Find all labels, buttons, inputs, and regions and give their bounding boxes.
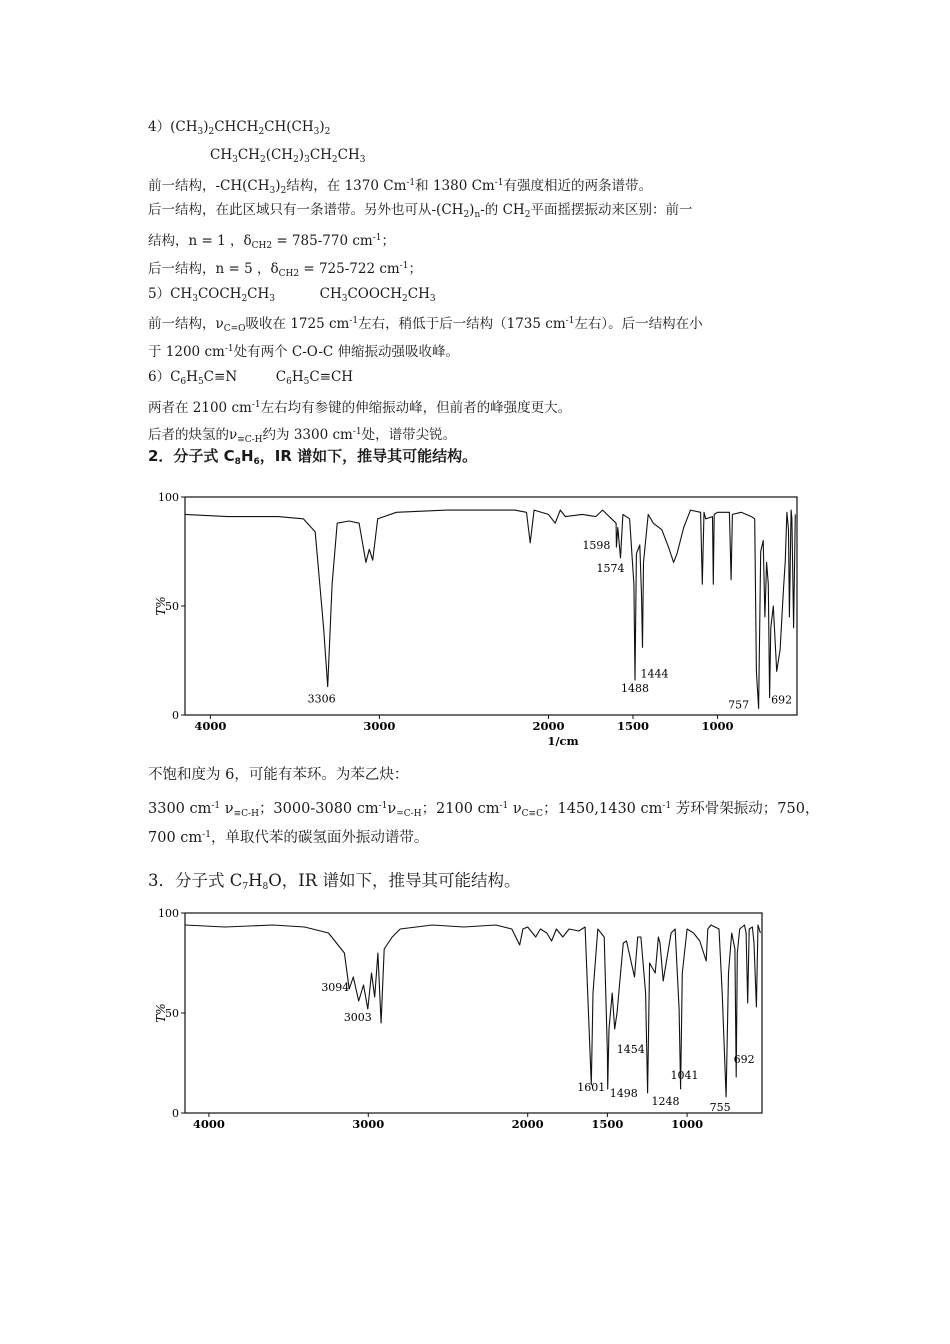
- spec1-x-tick-label: 3000: [363, 719, 396, 733]
- spec1-y-tick-label: 100: [158, 491, 179, 504]
- q2-answer-line-3: 700 $cm^{-1}$，单取代苯的碳氢面外振动谱带。: [148, 830, 429, 846]
- spec2-peak-label: 692: [733, 1053, 755, 1066]
- spec1-peak-label: 1574: [596, 562, 625, 576]
- spec2-y-tick-label: 100: [158, 907, 179, 920]
- spec1-y-tick-label: 50: [165, 600, 179, 613]
- spec1-x-tick-label: 1000: [701, 719, 734, 733]
- spec1-y-axis-label: T%: [154, 596, 168, 616]
- q6-text-line-2: 后者的炔氢的$\nu_{\equiv C-H}$约为 3300 $cm^{-1}$处，谱带尖锐。: [148, 427, 457, 445]
- q6-heading: $6)C_6H_5C\equiv N$ $C_6H_5C\equiv CH$: [148, 369, 354, 387]
- spec2-peak-label: 1041: [670, 1069, 699, 1082]
- spec1-x-axis-label: 1/cm: [547, 734, 579, 748]
- q2-title: 2．分子式 $C_8H_6$，IR 谱如下，推导其可能结构。: [148, 447, 478, 467]
- spec1-x-tick-label: 1500: [617, 719, 650, 733]
- spec2-y-axis-label: T%: [154, 1003, 168, 1023]
- spec2-y-tick-label: 50: [165, 1007, 179, 1020]
- spec1-peak-label: 757: [728, 698, 750, 712]
- q4-text-line-3: 结构，n = 1 ，$\delta_{CH2} = 785-770$ $cm^{-1}$；: [148, 233, 396, 251]
- q2-answer-line-1: 不饱和度为 6，可能有苯环。为苯乙炔：: [148, 767, 409, 783]
- q4-text-line-4: 后一结构，n = 5 ，$\delta_{CH2} = 725-722$ $cm^{-1}$；: [148, 261, 423, 279]
- spec1-peak-label: 1488: [621, 682, 650, 696]
- spec1-peak-label: 1444: [640, 667, 669, 681]
- q4-text-line-1: 前一结构，$-CH(CH_3)_2$结构，在 1370 $Cm^{-1}$和 1380 $Cm^{-1}$有强度相近的两条谱带。: [148, 178, 653, 196]
- q3-title: 3．分子式 $C_7H_8O$，IR 谱如下，推导其可能结构。: [148, 871, 521, 892]
- spec1-x-tick-label: 4000: [194, 719, 227, 733]
- spec2-peak-label: 1248: [651, 1095, 680, 1108]
- spec2-x-tick-label: 1000: [671, 1117, 704, 1131]
- q2-answer-line-2: 3300 $cm^{-1}$ $\nu_{\equiv C-H}$；3000-3080 $cm^{-1}\nu_{=C-H}$；2100 $cm^{-1}$ $\nu_{C\equiv C}$；1450,1430 $cm^{-1}$ 芳环骨架振动；750，: [148, 801, 820, 819]
- spec2-peak-label: 755: [709, 1101, 731, 1114]
- spec2-peak-label: 3094: [321, 981, 350, 994]
- spec1-y-tick-label: 0: [172, 709, 179, 722]
- q6-text-line-1: 两者在 2100 $cm^{-1}$左右均有参键的伸缩振动峰，但前者的峰强度更大。: [148, 400, 572, 416]
- spec2-x-tick-label: 2000: [511, 1117, 544, 1131]
- q4-text-line-2: 后一结构，在此区域只有一条谱带。另外也可从$-(CH_2)_n-$的 $CH_2$平面摇摆振动来区别：前一: [148, 202, 693, 220]
- spec1-peak-label: 1598: [582, 539, 611, 553]
- q5-text-line-2: 于 1200 $cm^{-1}$处有两个 C-O-C 伸缩振动强吸收峰。: [148, 344, 460, 360]
- spec1-peak-label: 3306: [307, 692, 336, 706]
- spec2-x-tick-label: 4000: [192, 1117, 225, 1131]
- spec2-x-tick-label: 1500: [591, 1117, 624, 1131]
- q5-heading: $5)CH_3COCH_2CH_3$ $CH_3COOCH_2CH_3$: [148, 286, 436, 304]
- q5-text-line-1: 前一结构，$\nu_{C=O}$吸收在 1725 $cm^{-1}$左右，稍低于后一结构（1735 $cm^{-1}$左右）。后一结构在小: [148, 316, 703, 334]
- spec2-y-tick-label: 0: [172, 1107, 179, 1120]
- q4-formula-2: $CH_3CH_2(CH_2)_3CH_2CH_3$: [210, 147, 366, 165]
- spec1-peak-label: 692: [771, 693, 793, 707]
- q4-heading: $4)(CH_3)_2CHCH_2CH(CH_3)_2$: [148, 119, 331, 137]
- spec1-x-tick-label: 2000: [532, 719, 565, 733]
- spec2-peak-label: 3003: [343, 1011, 372, 1024]
- spec2-peak-label: 1454: [616, 1043, 645, 1056]
- spec2-peak-label: 1498: [609, 1087, 638, 1100]
- spec2-peak-label: 1601: [577, 1081, 606, 1094]
- spec2-x-tick-label: 3000: [352, 1117, 385, 1131]
